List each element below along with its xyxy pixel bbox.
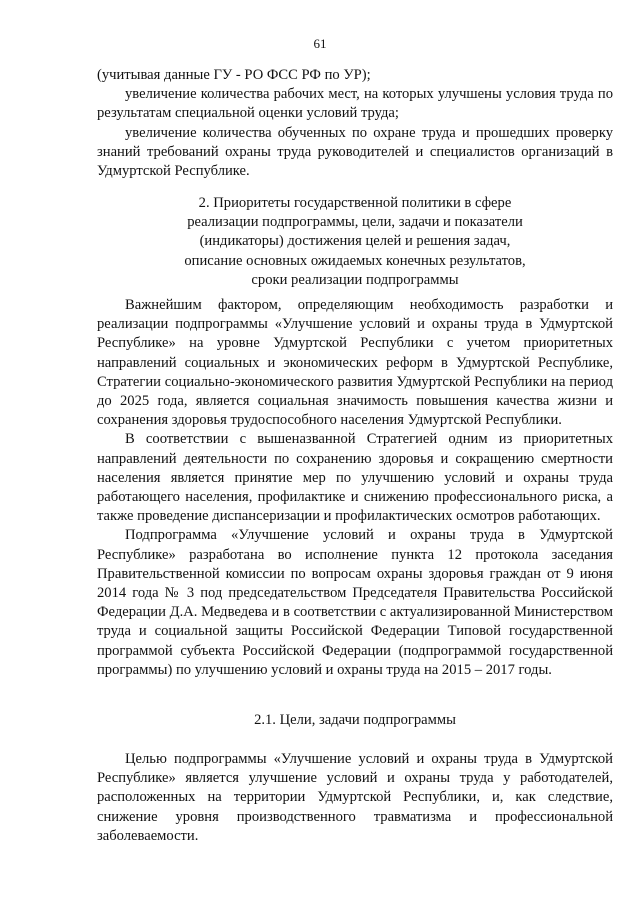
heading-line: 2. Приоритеты государственной политики в сфере bbox=[198, 195, 512, 211]
paragraph: увеличение количества обученных по охране труда и прошедших проверку знаний требований охраны труда руководителей и специалистов организаций в Удмуртской Республике. bbox=[97, 124, 613, 180]
paragraph: увеличение количества рабочих мест, на которых улучшены условия труда по результатам специальной оценки условий труда; bbox=[97, 86, 613, 122]
section-2-body bbox=[97, 296, 613, 680]
paragraph: Подпрограмма «Улучшение условий и охраны труда в Удмуртской Республике» разработана во исполнение пункта 12 протокола заседания Правительственной комиссии по вопросам охраны здоровья граждан от 9 июня 2014 года № 3 под председательством Председателя Правительства Российской Федерации Д.А. Медведева и в соответствии с актуализированной Министерством труда и социальной защиты Российской Федерации Типовой государственной программой субъекта Российской Федерации (подпрограммой государственной программы) по улучшению условий и охраны труда на 2015 – 2017 годы. bbox=[97, 527, 613, 678]
section-2-heading bbox=[97, 194, 613, 290]
heading-line: 2.1. Цели, задачи подпрограммы bbox=[254, 712, 456, 728]
intro-text bbox=[97, 66, 613, 181]
heading-line: сроки реализации подпрограммы bbox=[251, 271, 459, 288]
section-2-1-heading bbox=[97, 711, 613, 730]
heading-line: (индикаторы) достижения целей и решения задач, bbox=[199, 233, 511, 250]
heading-line: описание основных ожидаемых конечных результатов, bbox=[184, 252, 526, 269]
paragraph: Целью подпрограммы «Улучшение условий и охраны труда в Удмуртской Республике» является улучшение условий и охраны труда у работодателей, расположенных на территории Удмуртской Республики, и, как следствие, снижение уровня производственного травматизма и профессиональной заболеваемости. bbox=[97, 751, 613, 844]
paragraph: (учитывая данные ГУ - РО ФСС РФ по УР); bbox=[97, 67, 371, 83]
paragraph: Важнейшим фактором, определяющим необходимость разработки и реализации подпрограммы «Улучшение условий и охраны труда в Удмуртской Республике» на уровне Удмуртской Республики с учетом приоритетных направлений социальных и экономических реформ в Удмуртской Республике, Стратегии социально-экономического развития Удмуртской Республики на период до 2025 года, является социальная значимость повышения качества жизни и сохранения здоровья трудоспособного населения Удмуртской Республики. bbox=[97, 297, 613, 429]
paragraph: В соответствии с вышеназванной Стратегией одним из приоритетных направлений деятельности по сохранению здоровья и сокращению смертности населения является принятие мер по улучшению условий и охраны труда работающего населения, профилактике и снижению профессионального риска, а также проведение диспансеризации и профилактических осмотров работающих. bbox=[97, 431, 613, 525]
section-2-1-body bbox=[97, 750, 613, 846]
heading-line: реализации подпрограммы, цели, задачи и показатели bbox=[187, 214, 523, 231]
page-number: 61 bbox=[313, 36, 327, 51]
